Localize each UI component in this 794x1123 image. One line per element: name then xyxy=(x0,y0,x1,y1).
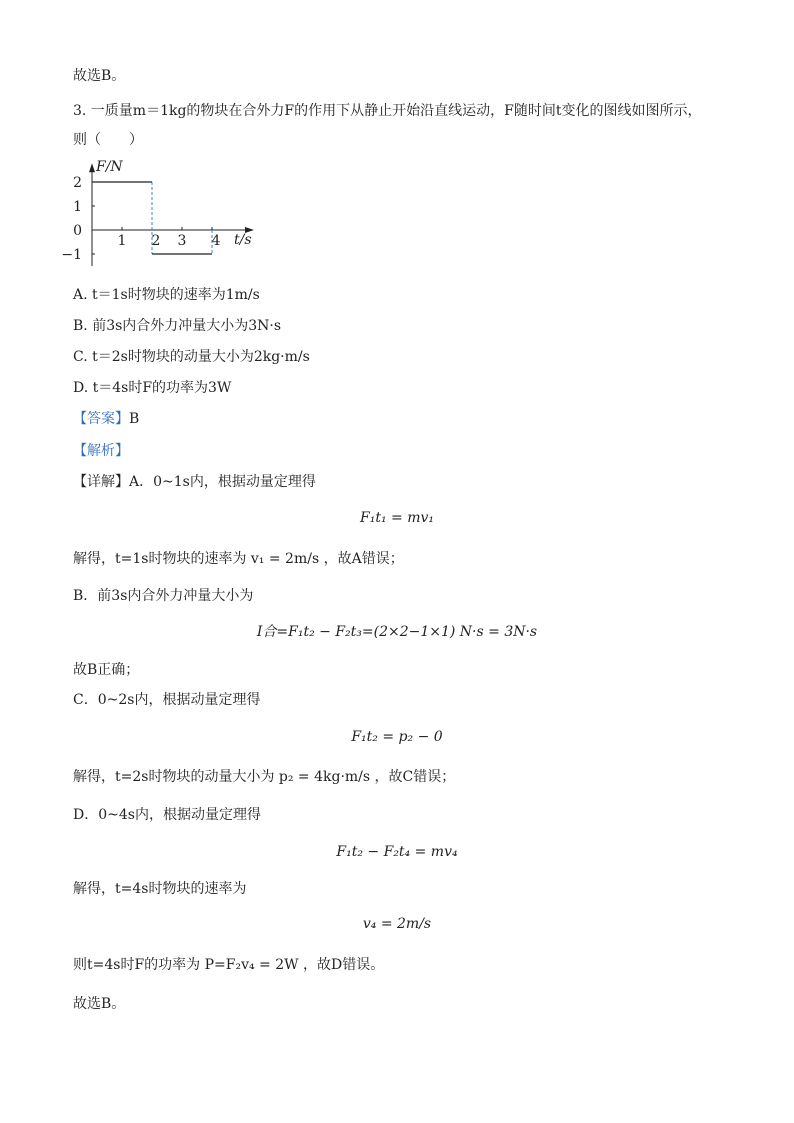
x-tick-label: 4 xyxy=(211,233,221,249)
x-tick-label: 1 xyxy=(117,233,127,249)
option-b: B. 前3s内合外力冲量大小为3N·s xyxy=(73,318,282,334)
previous-conclusion: 故选B。 xyxy=(73,68,126,84)
x-tick-label: 2 xyxy=(151,233,161,249)
x-tick-label: 3 xyxy=(177,233,187,249)
y-tick-label: 1 xyxy=(73,199,82,215)
equation-b: I合=F₁t₂ − F₂t₃=(2×2−1×1) N·s = 3N·s xyxy=(256,624,538,640)
y-axis-arrow xyxy=(89,163,95,172)
final-conclusion: 故选B。 xyxy=(73,996,126,1012)
answer-value: B xyxy=(129,411,140,427)
detail-d-intro: D．0~4s内，根据动量定理得 xyxy=(73,807,261,823)
graph-marks xyxy=(92,182,212,254)
option-a: A. t＝1s时物块的速率为1m/s xyxy=(73,287,260,303)
detail-d-power: 则t=4s时F的功率为 P=F₂v₄ = 2W ，故D错误。 xyxy=(73,957,385,973)
analysis-label: 【解析】 xyxy=(73,443,129,459)
y-tick-label: 2 xyxy=(73,175,82,191)
option-d: D. t＝4s时F的功率为3W xyxy=(73,380,232,396)
graph-axes xyxy=(61,159,254,266)
answer-line xyxy=(73,409,139,429)
detail-d-result: 解得，t=4s时物块的速率为 xyxy=(73,881,247,897)
force-time-graph xyxy=(60,155,260,273)
y-axis-label: F/N xyxy=(96,159,123,176)
answer-label: 【答案】 xyxy=(73,411,129,427)
equation-d: F₁t₂ − F₂t₄ = mv₄ xyxy=(336,844,458,860)
y-tick-label: −1 xyxy=(61,247,82,263)
x-axis-label: t/s xyxy=(234,232,252,248)
equation-a: F₁t₁ = mv₁ xyxy=(360,510,434,526)
y-tick-label: 0 xyxy=(73,223,82,239)
question-line-2: 则（ ） xyxy=(73,132,143,148)
detail-b-result: 故B正确； xyxy=(73,662,140,678)
equation-d2: v₄ = 2m/s xyxy=(362,916,432,932)
option-c: C. t＝2s时物块的动量大小为2kg·m/s xyxy=(73,349,310,365)
detail-c-intro: C．0~2s内，根据动量定理得 xyxy=(73,692,261,708)
question-line-1: 3. 一质量m＝1kg的物块在合外力F的作用下从静止开始沿直线运动，F随时间t变化的图线如图所示， xyxy=(73,103,702,119)
detail-a-intro: 【详解】A．0~1s内，根据动量定理得 xyxy=(73,474,316,490)
detail-c-result: 解得，t=2s时物块的动量大小为 p₂ = 4kg·m/s ，故C错误； xyxy=(73,769,456,785)
detail-a-result: 解得，t=1s时物块的速率为 v₁ = 2m/s ，故A错误； xyxy=(73,551,404,567)
equation-c: F₁t₂ = p₂ − 0 xyxy=(351,729,443,745)
detail-b-intro: B．前3s内合外力冲量大小为 xyxy=(73,588,254,604)
